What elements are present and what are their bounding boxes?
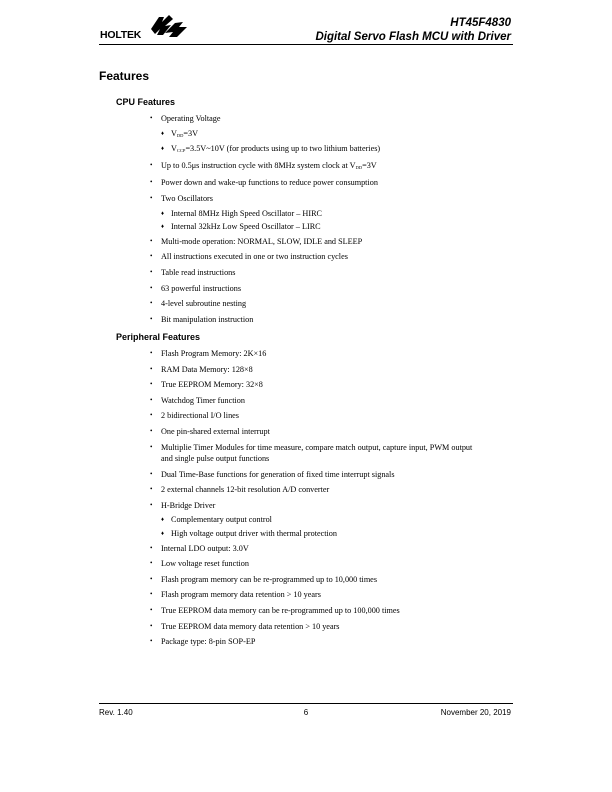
document-header bbox=[315, 17, 511, 44]
list-item: • Multi-mode operation: NORMAL, SLOW, IDLE and SLEEP bbox=[150, 234, 515, 250]
list-item bbox=[150, 191, 515, 234]
list-item: • Watchdog Timer function bbox=[150, 393, 515, 409]
sub-list-item: ♦ Internal 8MHz High Speed Oscillator – HIRC bbox=[161, 207, 515, 221]
h-bridge-label: H-Bridge Driver bbox=[161, 500, 216, 510]
sub-list-item: ♦ $V_{CCP}=3.5V\sim 10V$ (for products using up to two lithium batteries) bbox=[161, 142, 515, 158]
list-item: • Table read instructions bbox=[150, 265, 515, 281]
list-item: • Bit manipulation instruction bbox=[150, 312, 515, 328]
list-item: • Multiplie Timer Modules for time measure, compare match output, capture input, PWM output and single pulse output functions bbox=[150, 440, 515, 467]
sub-list-item: ♦ Complementary output control bbox=[161, 513, 515, 527]
holtek-logo-mark bbox=[99, 13, 189, 43]
list-item: • 4-level subroutine nesting bbox=[150, 296, 515, 312]
peripheral-features-heading: Peripheral Features bbox=[116, 332, 201, 342]
sub-list-item: ♦ Internal 32kHz Low Speed Oscillator – LIRC bbox=[161, 220, 515, 234]
list-item: • All instructions executed in one or two instruction cycles bbox=[150, 249, 515, 265]
list-item: • Flash program memory data retention > 10 years bbox=[150, 587, 515, 603]
part-number: HT45F4830 bbox=[450, 17, 511, 29]
list-item: • Flash Program Memory: 2K×16 bbox=[150, 346, 515, 362]
two-oscillators-label: Two Oscillators bbox=[161, 193, 213, 203]
operating-voltage-label: Operating Voltage bbox=[161, 114, 221, 123]
list-item: • Dual Time-Base functions for generation of fixed time interrupt signals bbox=[150, 467, 515, 483]
list-item: • Package type: 8-pin SOP-EP bbox=[150, 634, 515, 650]
h-bridge-sublist bbox=[161, 513, 515, 540]
list-item: • True EEPROM data memory data retention > 10 years bbox=[150, 619, 515, 635]
page-number: 6 bbox=[303, 708, 309, 717]
list-item: • Internal LDO output: 3.0V bbox=[150, 541, 515, 557]
voltage-sublist bbox=[161, 127, 515, 158]
document-subtitle: Digital Servo Flash MCU with Driver bbox=[315, 30, 511, 43]
sub-list-item: ♦ High voltage output driver with thermal protection bbox=[161, 527, 515, 541]
list-item bbox=[150, 498, 515, 541]
revision-label: Rev. 1.40 bbox=[99, 708, 133, 717]
cpu-features-list bbox=[150, 111, 515, 327]
list-item: • One pin-shared external interrupt bbox=[150, 424, 515, 440]
header-divider bbox=[99, 44, 513, 45]
footer-divider bbox=[99, 703, 513, 704]
list-item: • True EEPROM Memory: 32×8 bbox=[150, 377, 515, 393]
list-item: • Up to 0.5μs instruction cycle with 8MHz system clock at $V_{DD}=3V$ bbox=[150, 158, 515, 176]
revision-date: November 20, 2019 bbox=[440, 708, 511, 717]
cpu-features-heading: CPU Features bbox=[116, 97, 176, 107]
list-item: • 63 powerful instructions bbox=[150, 281, 515, 297]
list-item: • Power down and wake-up functions to reduce power consumption bbox=[150, 175, 515, 191]
list-item: • True EEPROM data memory can be re-programmed up to 100,000 times bbox=[150, 603, 515, 619]
list-item: • RAM Data Memory: 128×8 bbox=[150, 362, 515, 378]
svg-text:HOLTEK: HOLTEK bbox=[100, 29, 142, 41]
sub-list-item: ♦ $V_{DD}=3V$ bbox=[161, 127, 515, 143]
list-item: • Low voltage reset function bbox=[150, 556, 515, 572]
holtek-logo bbox=[99, 13, 189, 43]
list-item bbox=[150, 111, 515, 158]
list-item: • Flash program memory can be re-programmed up to 10,000 times bbox=[150, 572, 515, 588]
features-heading: Features bbox=[99, 69, 150, 83]
peripheral-features-list bbox=[150, 346, 515, 650]
oscillator-sublist bbox=[161, 207, 515, 234]
list-item: • 2 external channels 12-bit resolution A/D converter bbox=[150, 482, 515, 498]
list-item: • 2 bidirectional I/O lines bbox=[150, 408, 515, 424]
